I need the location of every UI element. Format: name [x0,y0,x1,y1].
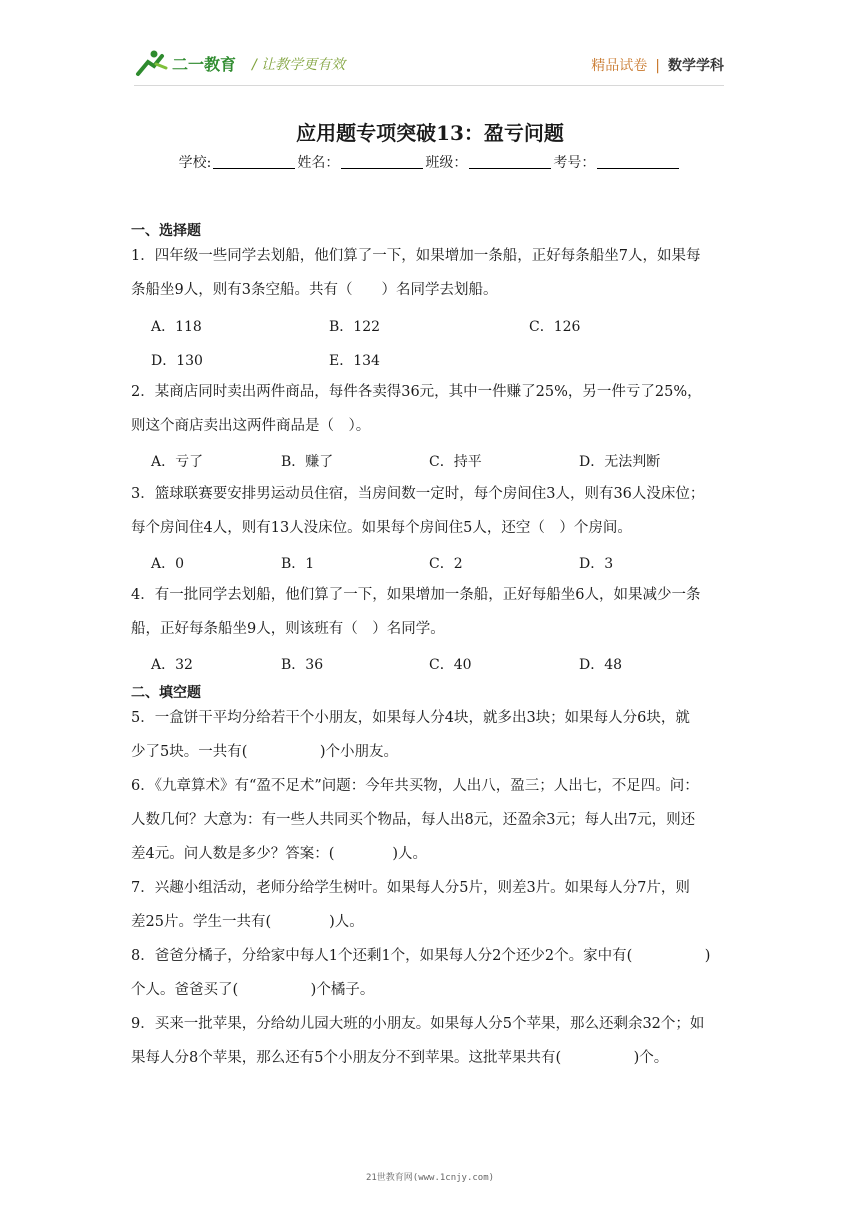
option: D．48 [579,657,623,673]
section-heading: 二、填空题 [131,685,201,701]
school-blank [213,154,295,169]
options-row [151,350,751,370]
page-header [134,48,724,78]
question-4 [131,578,731,646]
option: D．无法判断 [579,454,661,470]
question-line: 1．四年级一些同学去划船，他们算了一下，如果增加一条船，正好每条船坐7人，如果每 [131,248,701,264]
option: D．3 [579,556,614,572]
logo [134,48,244,78]
question-line: 则这个商店卖出这两件商品是（ ）。 [131,418,371,434]
question-line: 3．篮球联赛要安排男运动员住宿，当房间数一定时，每个房间住3人，则有36人没床位； [131,486,705,502]
header-slogan: / 让教学更有效 [252,57,346,73]
question-line: 差4元。问人数是多少？答案：( )人。 [131,846,428,862]
option: D．130 [151,353,203,369]
question-line: 人数几何？大意为：有一些人共同买个物品，每人出8元，还盈余3元；每人出7元，则还 [131,812,696,828]
question-8 [131,939,731,1007]
option: B．122 [329,319,381,335]
question-line: 4．有一批同学去划船，他们算了一下，如果增加一条船，正好每船坐6人，如果减少一条 [131,587,701,603]
question-5 [131,701,731,769]
runner-logo-icon [134,48,244,78]
question-1 [131,239,731,307]
name-blank [341,154,423,169]
question-line: 2．某商店同时卖出两件商品，每件各卖得36元，其中一件赚了25%，另一件亏了25%， [131,384,702,400]
option: B．赚了 [281,454,334,470]
question-line: 6．《九章算术》有“盈不足术”问题：今年共买物，人出八，盈三；人出七，不足四。问： [131,778,699,794]
question-line: 8．爸爸分橘子，分给家中每人1个还剩1个，如果每人分2个还少2个。家中有( ) [131,948,711,964]
header-right [591,55,724,75]
question-line: 果每人分8个苹果，那么还有5个小朋友分不到苹果。这批苹果共有( )个。 [131,1050,669,1066]
question-line: 9．买来一批苹果，分给幼儿园大班的小朋友。如果每人分5个苹果，那么还剩余32个；如 [131,1016,705,1032]
section-heading: 一、选择题 [131,223,201,239]
option: C．持平 [429,454,482,470]
question-line: 条船坐9人，则有3条空船。共有（ ）名同学去划船。 [131,282,498,298]
option: B．1 [281,556,315,572]
logo-text: 二一教育 [172,55,237,74]
options-row [151,654,751,674]
question-3 [131,477,731,545]
option: C．2 [429,556,463,572]
question-line: 差25片。学生一共有( )人。 [131,914,364,930]
option: A．亏了 [151,454,204,470]
class-blank [469,154,551,169]
name-label: 姓名： [297,155,340,171]
question-6 [131,769,731,871]
options-row [151,316,751,336]
option: A．118 [151,319,202,335]
exam-no-blank [597,154,679,169]
school-label: 学校: [178,155,212,171]
question-line: 7．兴趣小组活动，老师分给学生树叶。如果每人分5片，则差3片。如果每人分7片，则 [131,880,690,896]
option: E．134 [329,353,380,369]
page-footer: 21世教育网(www.1cnjy.com) [365,1173,495,1183]
option: A．32 [151,657,193,673]
question-2 [131,375,731,443]
question-line: 少了5块。一共有( )个小朋友。 [131,744,399,760]
exam-no-label: 考号： [553,155,596,171]
question-7 [131,871,731,939]
header-subject: 数学学科 [668,58,724,74]
option: C．40 [429,657,472,673]
options-row [151,451,751,471]
question-9 [131,1007,731,1075]
question-line: 5．一盒饼干平均分给若干个小朋友，如果每人分4块，就多出3块；如果每人分6块，就 [131,710,690,726]
class-label: 班级： [425,155,468,171]
header-separator: | [655,58,660,74]
options-row [151,553,751,573]
header-divider [134,85,724,86]
question-line: 每个房间住4人，则有13人没床位。如果每个房间住5人，还空（ ）个房间。 [131,520,632,536]
question-line: 个人。爸爸买了( )个橘子。 [131,982,375,998]
option: C．126 [529,319,581,335]
option: B．36 [281,657,324,673]
page-title: 应用题专项突破13：盈亏问题 [296,121,564,145]
student-info-line [0,152,860,172]
question-line: 船，正好每条船坐9人，则该班有（ ）名同学。 [131,621,445,637]
header-tag: 精品试卷 [591,58,648,74]
option: A．0 [151,556,185,572]
